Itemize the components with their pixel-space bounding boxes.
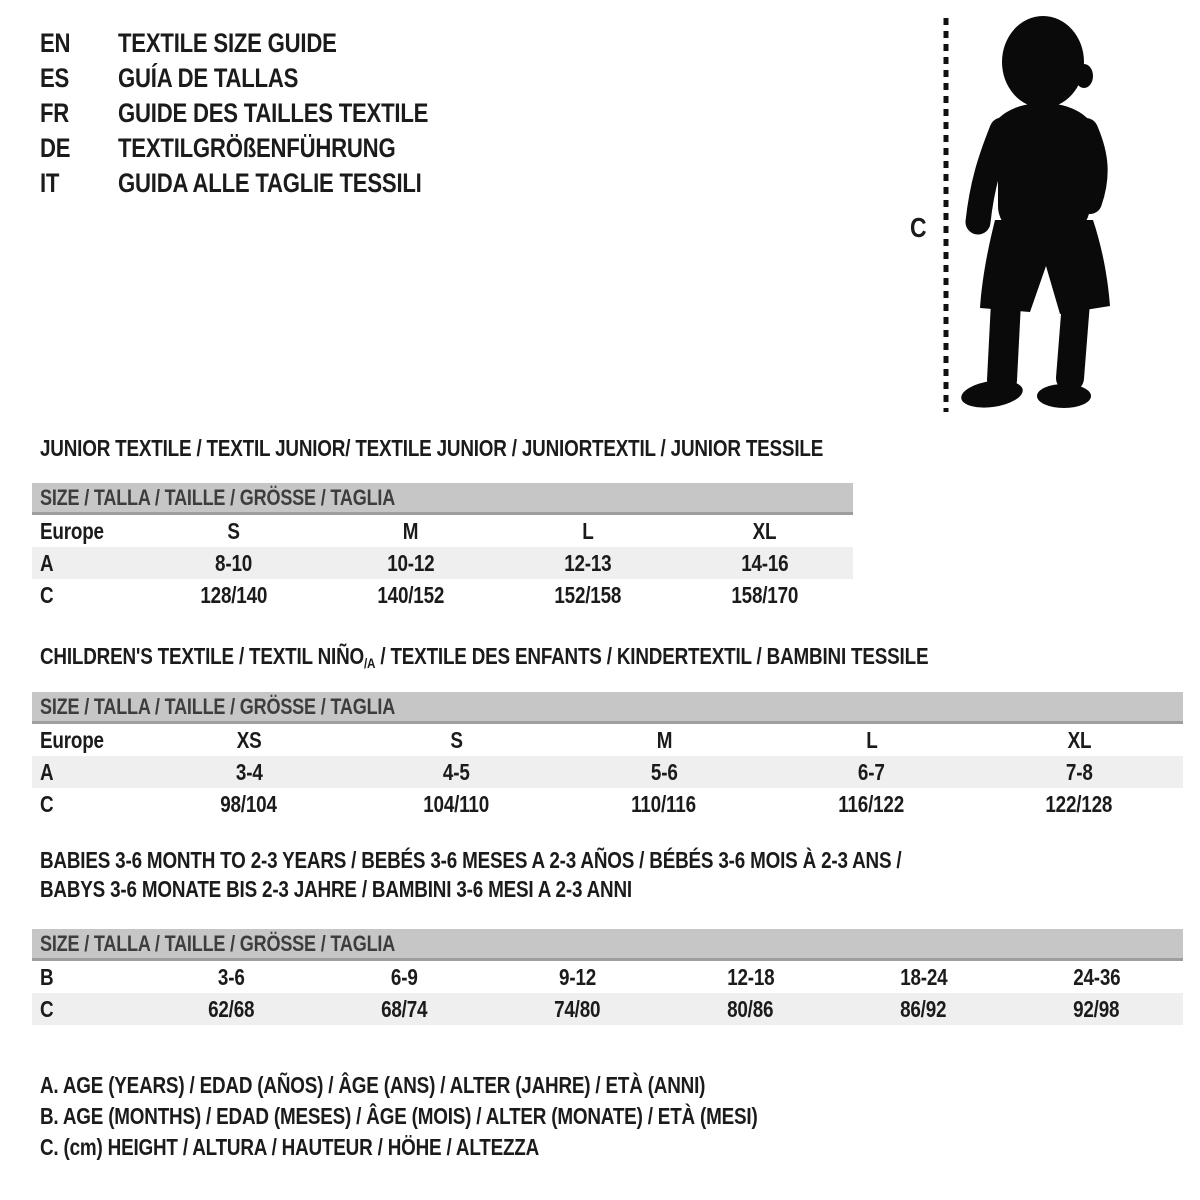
table-cell: 74/80	[554, 995, 601, 1022]
language-row-es	[40, 61, 496, 96]
table-cell: 116/122	[838, 790, 905, 817]
height-measure-label: C	[910, 212, 927, 243]
table-row-c	[32, 788, 1183, 820]
children-section-title-text: CHILDREN'S TEXTILE / TEXTIL NIÑO/A / TEXTILE DES ENFANTS / KINDERTEXTIL / BAMBINI TESSILE	[40, 643, 929, 672]
size-header-label: SIZE / TALLA / TAILLE / GRÖSSE / TAGLIA	[40, 930, 396, 956]
language-row-de	[40, 131, 496, 166]
language-code: DE	[40, 133, 71, 163]
table-cell: 12-13	[563, 549, 612, 576]
row-label: C	[40, 790, 54, 817]
table-cell: 6-7	[858, 758, 885, 785]
toddler-silhouette	[959, 16, 1110, 411]
toddler-silhouette-icon	[898, 10, 1150, 420]
table-row-europe	[32, 724, 1183, 756]
row-label: C	[40, 581, 54, 608]
children-size-table	[32, 692, 1183, 820]
table-cell: 158/170	[731, 581, 798, 608]
table-row-c	[32, 993, 1183, 1025]
size-header-label: SIZE / TALLA / TAILLE / GRÖSSE / TAGLIA	[40, 693, 396, 719]
language-guide-title: GUIDE DES TAILLES TEXTILE	[118, 98, 429, 128]
babies-section-title	[40, 846, 1091, 904]
children-section-title	[40, 642, 1123, 675]
table-cell: 62/68	[208, 995, 255, 1022]
table-cell: XL	[752, 517, 777, 544]
junior-section-title-text: JUNIOR TEXTILE / TEXTIL JUNIOR/ TEXTILE JUNIOR / JUNIORTEXTIL / JUNIOR TESSILE	[40, 435, 824, 461]
language-code: IT	[40, 168, 60, 198]
legend-age-years: A. AGE (YEARS) / EDAD (AÑOS) / ÂGE (ANS) / ALTER (JAHRE) / ETÀ (ANNI)	[40, 1072, 706, 1098]
junior-size-table	[32, 483, 853, 611]
table-cell: 80/86	[727, 995, 774, 1022]
table-cell: 7-8	[1065, 758, 1093, 785]
row-label: Europe	[40, 517, 104, 544]
table-cell: L	[581, 517, 594, 544]
table-cell: M	[656, 726, 672, 753]
table-cell: 24-36	[1072, 963, 1121, 990]
table-row-a	[32, 547, 853, 579]
language-guide-title: TEXTILGRÖßENFÜHRUNG	[118, 133, 396, 163]
table-cell: XL	[1067, 726, 1092, 753]
language-row-fr	[40, 96, 496, 131]
table-cell: L	[865, 726, 878, 753]
language-row-it	[40, 166, 496, 201]
table-cell: 92/98	[1073, 995, 1120, 1022]
language-guide-title: TEXTILE SIZE GUIDE	[118, 28, 337, 58]
row-label: Europe	[40, 726, 104, 753]
table-cell: 128/140	[200, 581, 267, 608]
table-cell: S	[227, 517, 240, 544]
table-cell: 9-12	[558, 963, 597, 990]
measurement-legend	[40, 1070, 915, 1163]
table-row-c	[32, 579, 853, 611]
language-title-list	[40, 26, 496, 201]
table-cell: 5-6	[650, 758, 678, 785]
title-subscript: /A	[363, 655, 376, 672]
babies-size-table	[32, 929, 1183, 1025]
language-guide-title: GUIDA ALLE TAGLIE TESSILI	[118, 168, 422, 198]
junior-section-title	[40, 434, 995, 463]
table-cell: M	[402, 517, 419, 544]
language-row-en	[40, 26, 496, 61]
junior-size-header-bar	[32, 483, 853, 515]
legend-height-cm: C. (cm) HEIGHT / ALTURA / HAUTEUR / HÖHE / ALTEZZA	[40, 1134, 540, 1160]
table-cell: 86/92	[900, 995, 947, 1022]
table-cell: 110/116	[631, 790, 697, 817]
table-cell: 10-12	[386, 549, 435, 576]
table-row-europe	[32, 515, 853, 547]
language-guide-title: GUÍA DE TALLAS	[118, 63, 299, 93]
table-cell: 3-6	[218, 963, 245, 990]
table-cell: 14-16	[740, 549, 789, 576]
table-cell: 18-24	[899, 963, 948, 990]
height-figure	[898, 10, 1150, 420]
table-cell: 4-5	[443, 758, 470, 785]
table-cell: 98/104	[220, 790, 278, 817]
babies-section-title-line2: BABYS 3-6 MONATE BIS 2-3 JAHRE / BAMBINI 3-6 MESI A 2-3 ANNI	[40, 876, 632, 902]
size-header-label: SIZE / TALLA / TAILLE / GRÖSSE / TAGLIA	[40, 484, 396, 510]
language-code: EN	[40, 28, 71, 58]
legend-age-months: B. AGE (MONTHS) / EDAD (MESES) / ÂGE (MOIS) / ALTER (MONATE) / ETÀ (MESI)	[40, 1103, 758, 1129]
table-cell: 6-9	[391, 963, 418, 990]
row-label: A	[40, 549, 54, 576]
babies-size-header-bar	[32, 929, 1183, 961]
row-label: A	[40, 758, 54, 785]
table-cell: S	[450, 726, 463, 753]
table-row-a	[32, 756, 1183, 788]
table-cell: 68/74	[381, 995, 428, 1022]
table-cell: 104/110	[423, 790, 490, 817]
table-cell: 3-4	[235, 758, 263, 785]
babies-section-title-line1: BABIES 3-6 MONTH TO 2-3 YEARS / BEBÉS 3-6 MESES A 2-3 AÑOS / BÉBÉS 3-6 MOIS À 2-3 ANS /	[40, 847, 902, 873]
table-cell: XS	[236, 726, 262, 753]
table-cell: 140/152	[377, 581, 444, 608]
table-cell: 152/158	[554, 581, 621, 608]
row-label: B	[40, 963, 54, 990]
table-row-b	[32, 961, 1183, 993]
table-cell: 122/128	[1045, 790, 1113, 817]
row-label: C	[40, 995, 54, 1022]
language-code: FR	[40, 98, 70, 128]
table-cell: 8-10	[214, 549, 253, 576]
children-size-header-bar	[32, 692, 1183, 724]
language-code: ES	[40, 63, 70, 93]
table-cell: 12-18	[726, 963, 775, 990]
